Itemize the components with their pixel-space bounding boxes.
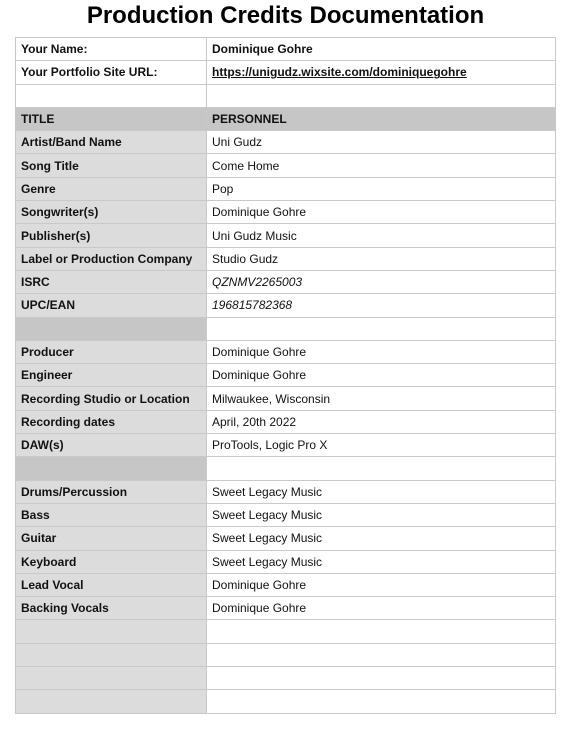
portfolio-url-row (16, 61, 556, 84)
blank-cell[interactable] (207, 457, 556, 480)
row-label: Song Title (16, 154, 207, 177)
empty-value-cell[interactable] (207, 620, 556, 643)
table-row (16, 480, 556, 503)
separator-cell (16, 317, 207, 340)
row-value[interactable]: Uni Gudz (207, 131, 556, 154)
your-name-row (16, 38, 556, 61)
isrc-value[interactable]: QZNMV2265003 (207, 270, 556, 293)
empty-row (16, 620, 556, 643)
table-row (16, 573, 556, 596)
row-label: Keyboard (16, 550, 207, 573)
table-row (16, 270, 556, 293)
portfolio-url-label: Your Portfolio Site URL: (16, 61, 207, 84)
row-value[interactable]: Dominique Gohre (207, 597, 556, 620)
empty-label-cell[interactable] (16, 643, 207, 666)
row-value[interactable]: Sweet Legacy Music (207, 550, 556, 573)
row-label: Genre (16, 177, 207, 200)
row-label: Publisher(s) (16, 224, 207, 247)
row-label: Producer (16, 340, 207, 363)
table-row (16, 387, 556, 410)
table-row (16, 410, 556, 433)
row-value[interactable]: Uni Gudz Music (207, 224, 556, 247)
row-value[interactable]: Come Home (207, 154, 556, 177)
row-label: DAW(s) (16, 434, 207, 457)
empty-row (16, 667, 556, 690)
empty-row (16, 690, 556, 713)
table-row (16, 550, 556, 573)
row-label: Lead Vocal (16, 573, 207, 596)
table-row (16, 503, 556, 526)
row-label: UPC/EAN (16, 294, 207, 317)
table-row (16, 364, 556, 387)
table-row (16, 597, 556, 620)
row-value[interactable]: Pop (207, 177, 556, 200)
table-row (16, 154, 556, 177)
row-label: ISRC (16, 270, 207, 293)
blank-cell[interactable] (207, 317, 556, 340)
table-row (16, 294, 556, 317)
section-separator (16, 317, 556, 340)
column-header-title: TITLE (16, 107, 207, 130)
row-label: Engineer (16, 364, 207, 387)
row-value[interactable]: Dominique Gohre (207, 201, 556, 224)
column-header-personnel: PERSONNEL (207, 107, 556, 130)
row-label: Guitar (16, 527, 207, 550)
your-name-value[interactable]: Dominique Gohre (207, 38, 556, 61)
row-value[interactable]: April, 20th 2022 (207, 410, 556, 433)
separator-cell (16, 457, 207, 480)
empty-row (16, 643, 556, 666)
row-label: Drums/Percussion (16, 480, 207, 503)
row-value[interactable]: Dominique Gohre (207, 573, 556, 596)
table-row (16, 340, 556, 363)
empty-label-cell[interactable] (16, 690, 207, 713)
blank-cell[interactable] (16, 84, 207, 107)
page-title: Production Credits Documentation (86, 2, 485, 29)
credits-table (15, 37, 556, 714)
empty-value-cell[interactable] (207, 667, 556, 690)
empty-value-cell[interactable] (207, 690, 556, 713)
row-label: Songwriter(s) (16, 201, 207, 224)
portfolio-url-link[interactable]: https://unigudz.wixsite.com/dominiquegohre (207, 61, 556, 84)
your-name-label: Your Name: (16, 38, 207, 61)
row-value[interactable]: ProTools, Logic Pro X (207, 434, 556, 457)
row-value[interactable]: Studio Gudz (207, 247, 556, 270)
table-row (16, 224, 556, 247)
column-header-row (16, 107, 556, 130)
table-row (16, 434, 556, 457)
row-value[interactable]: Dominique Gohre (207, 364, 556, 387)
upc-value[interactable]: 196815782368 (207, 294, 556, 317)
row-value[interactable]: Sweet Legacy Music (207, 503, 556, 526)
blank-cell[interactable] (207, 84, 556, 107)
row-label: Artist/Band Name (16, 131, 207, 154)
table-row (16, 201, 556, 224)
empty-label-cell[interactable] (16, 620, 207, 643)
table-row (16, 177, 556, 200)
row-value[interactable]: Sweet Legacy Music (207, 480, 556, 503)
row-label: Recording Studio or Location (16, 387, 207, 410)
empty-label-cell[interactable] (16, 667, 207, 690)
row-label: Recording dates (16, 410, 207, 433)
blank-row (16, 84, 556, 107)
row-label: Backing Vocals (16, 597, 207, 620)
table-row (16, 247, 556, 270)
empty-value-cell[interactable] (207, 643, 556, 666)
row-value[interactable]: Dominique Gohre (207, 340, 556, 363)
row-value[interactable]: Sweet Legacy Music (207, 527, 556, 550)
row-value[interactable]: Milwaukee, Wisconsin (207, 387, 556, 410)
table-row (16, 527, 556, 550)
table-row (16, 131, 556, 154)
section-separator (16, 457, 556, 480)
row-label: Label or Production Company (16, 247, 207, 270)
row-label: Bass (16, 503, 207, 526)
